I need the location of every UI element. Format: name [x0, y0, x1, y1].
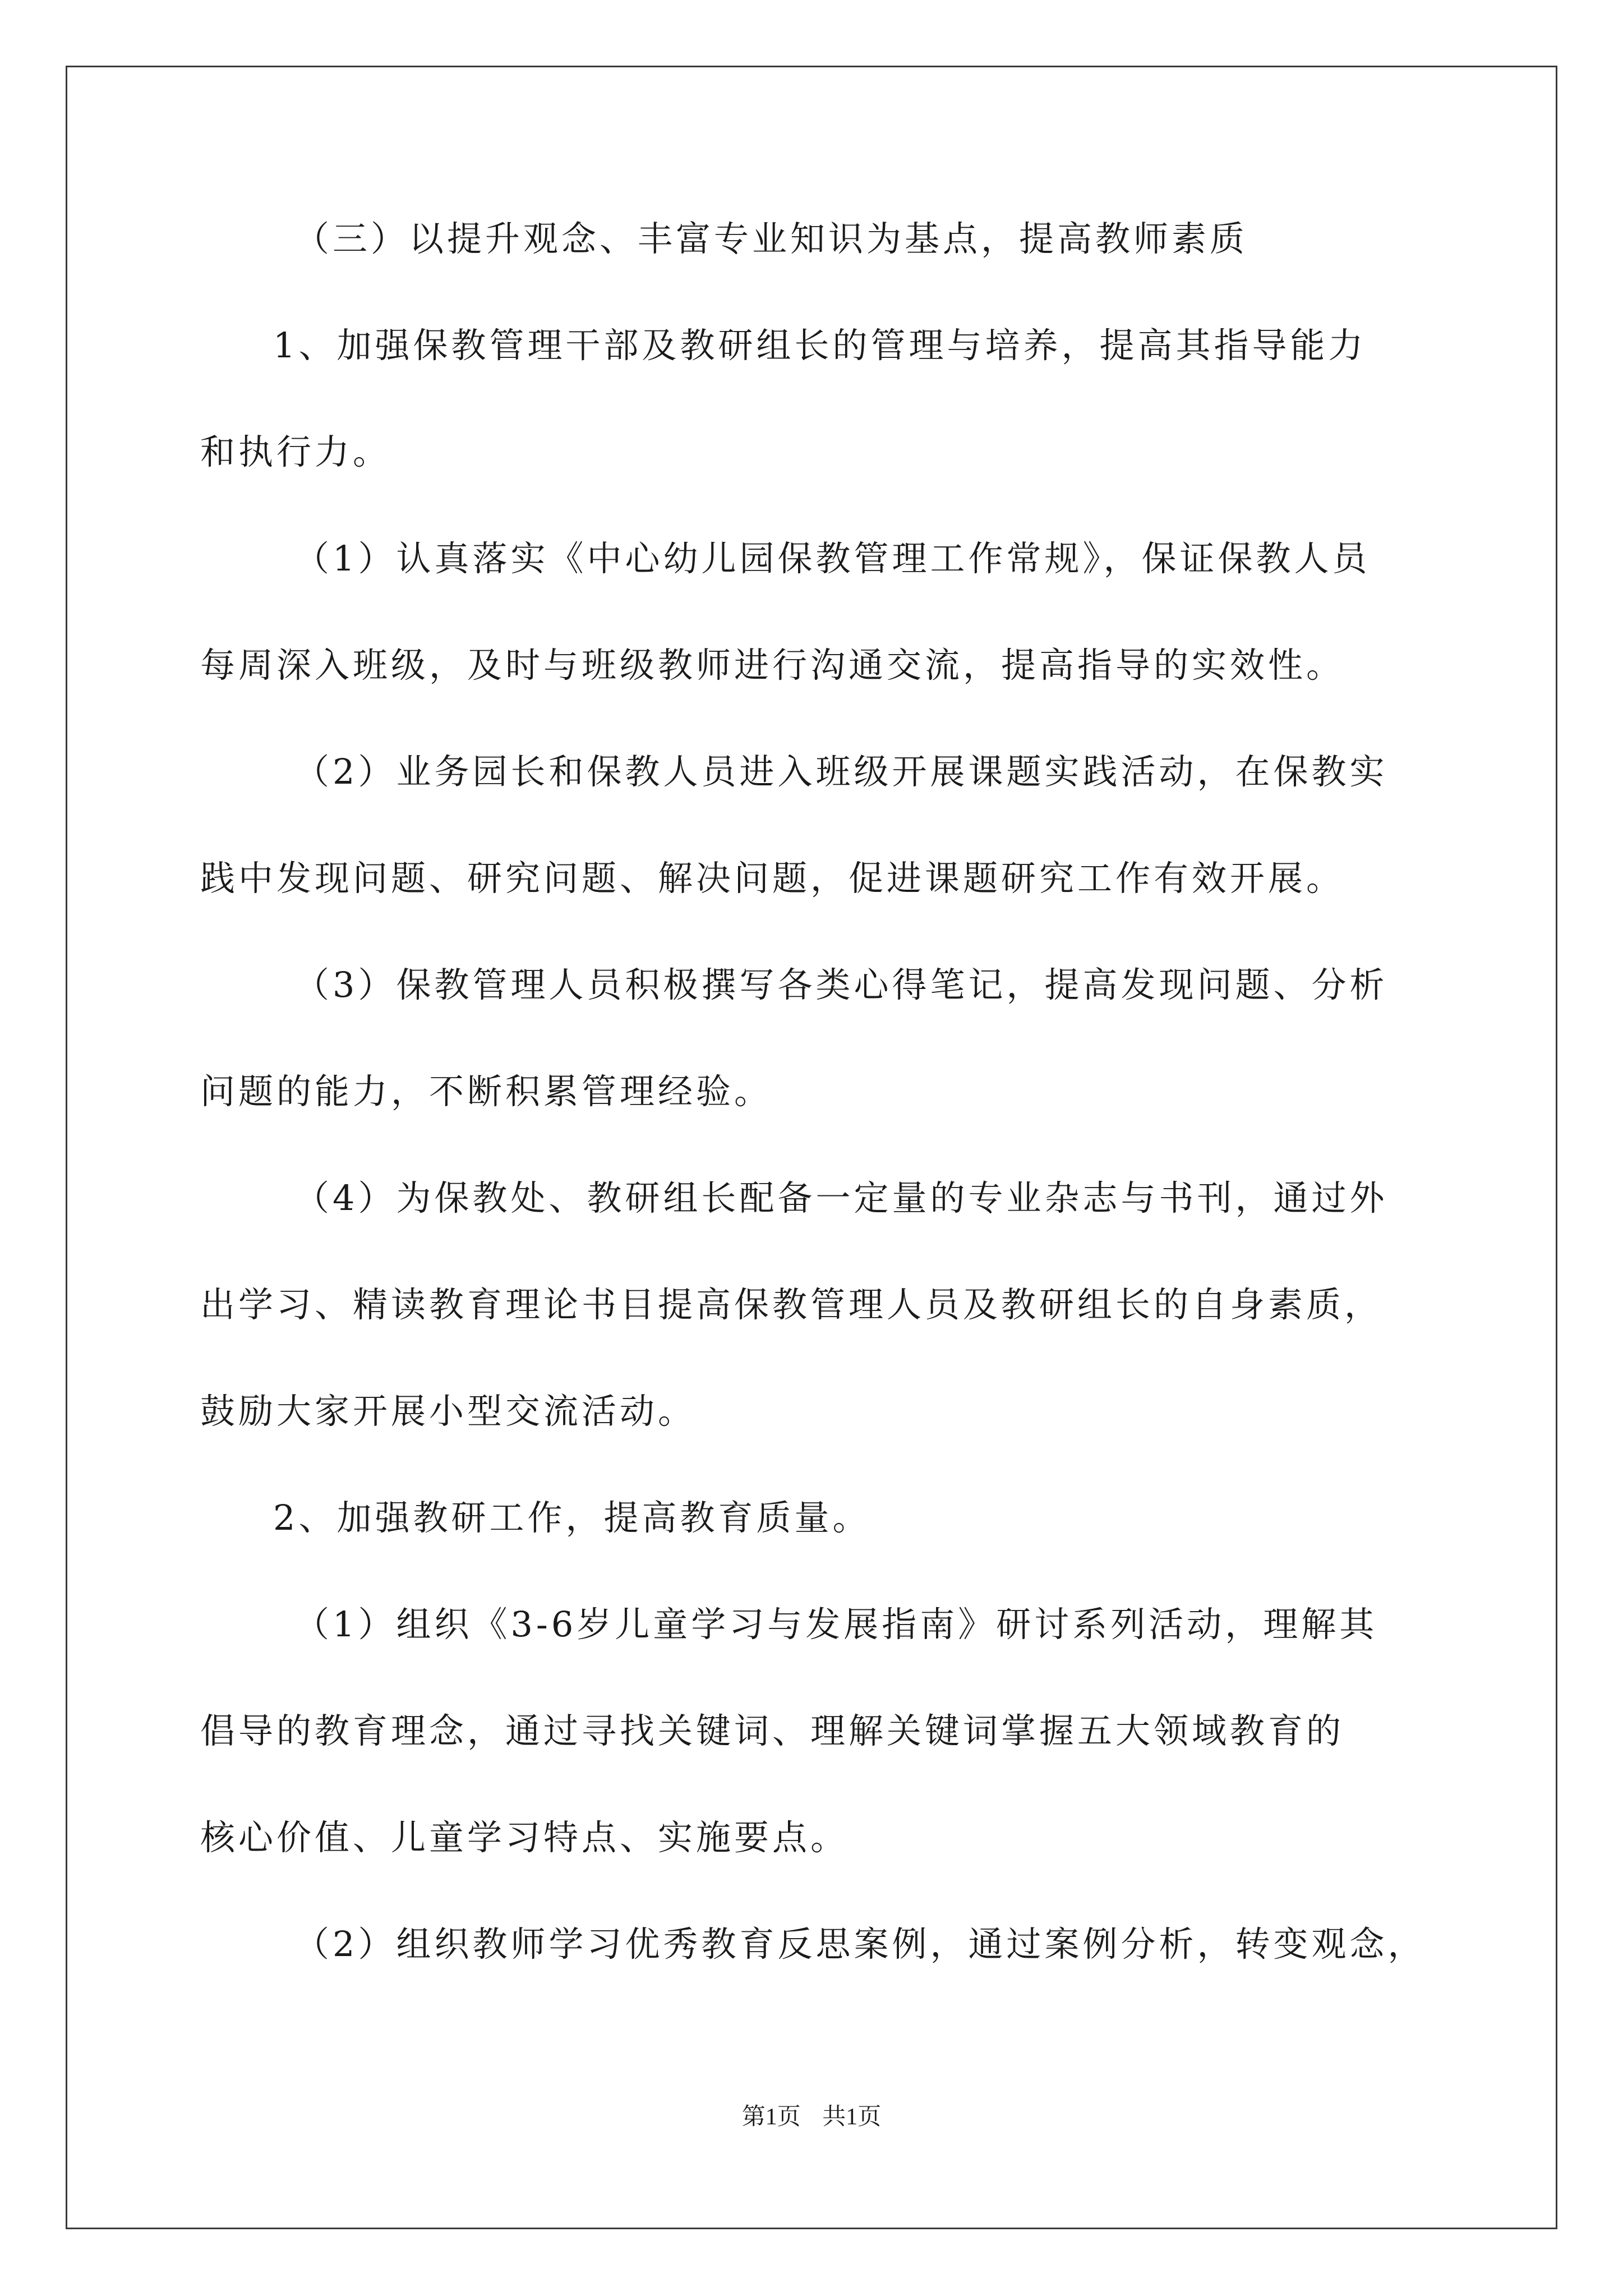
paragraph-line: （2）业务园长和保教人员进入班级开展课题实践活动，在保教实 — [294, 751, 1388, 792]
paragraph-line: （2）组织教师学习优秀教育反思案例，通过案例分析，转变观念， — [294, 1924, 1426, 1964]
page-border — [66, 66, 1557, 2229]
page-total: 共1页 — [822, 2104, 882, 2130]
heading-section-3: （三）以提升观念、丰富专业知识为基点，提高教师素质 — [294, 218, 1248, 259]
paragraph-line: 倡导的教育理念，通过寻找关键词、理解关键词掌握五大领域教育的 — [200, 1710, 1345, 1751]
paragraph-line: （1）组织《3-6岁儿童学习与发展指南》研讨系列活动，理解其 — [294, 1604, 1378, 1645]
page-footer — [0, 2098, 1623, 2132]
paragraph-line: （1）认真落实《中心幼儿园保教管理工作常规》，保证保教人员 — [294, 538, 1371, 579]
paragraph-line: 1、加强保教管理干部及教研组长的管理与培养，提高其指导能力 — [273, 325, 1367, 366]
paragraph-line: 问题的能力，不断积累管理经验。 — [200, 1071, 773, 1112]
paragraph-line: 鼓励大家开展小型交流活动。 — [200, 1391, 697, 1432]
paragraph-line: 践中发现问题、研究问题、解决问题，促进课题研究工作有效开展。 — [200, 858, 1345, 899]
paragraph-line: 每周深入班级，及时与班级教师进行沟通交流，提高指导的实效性。 — [200, 645, 1345, 685]
paragraph-line: 2、加强教研工作，提高教育质量。 — [273, 1497, 871, 1538]
paragraph-line: 和执行力。 — [200, 431, 391, 472]
paragraph-line: 出学习、精读教育理论书目提高保教管理人员及教研组长的自身素质， — [200, 1284, 1383, 1325]
paragraph-line: （3）保教管理人员积极撰写各类心得笔记，提高发现问题、分析 — [294, 964, 1388, 1005]
paragraph-line: 核心价值、儿童学习特点、实施要点。 — [200, 1817, 849, 1858]
paragraph-line: （4）为保教处、教研组长配备一定量的专业杂志与书刊，通过外 — [294, 1177, 1388, 1218]
page-number: 第1页 — [741, 2104, 801, 2130]
